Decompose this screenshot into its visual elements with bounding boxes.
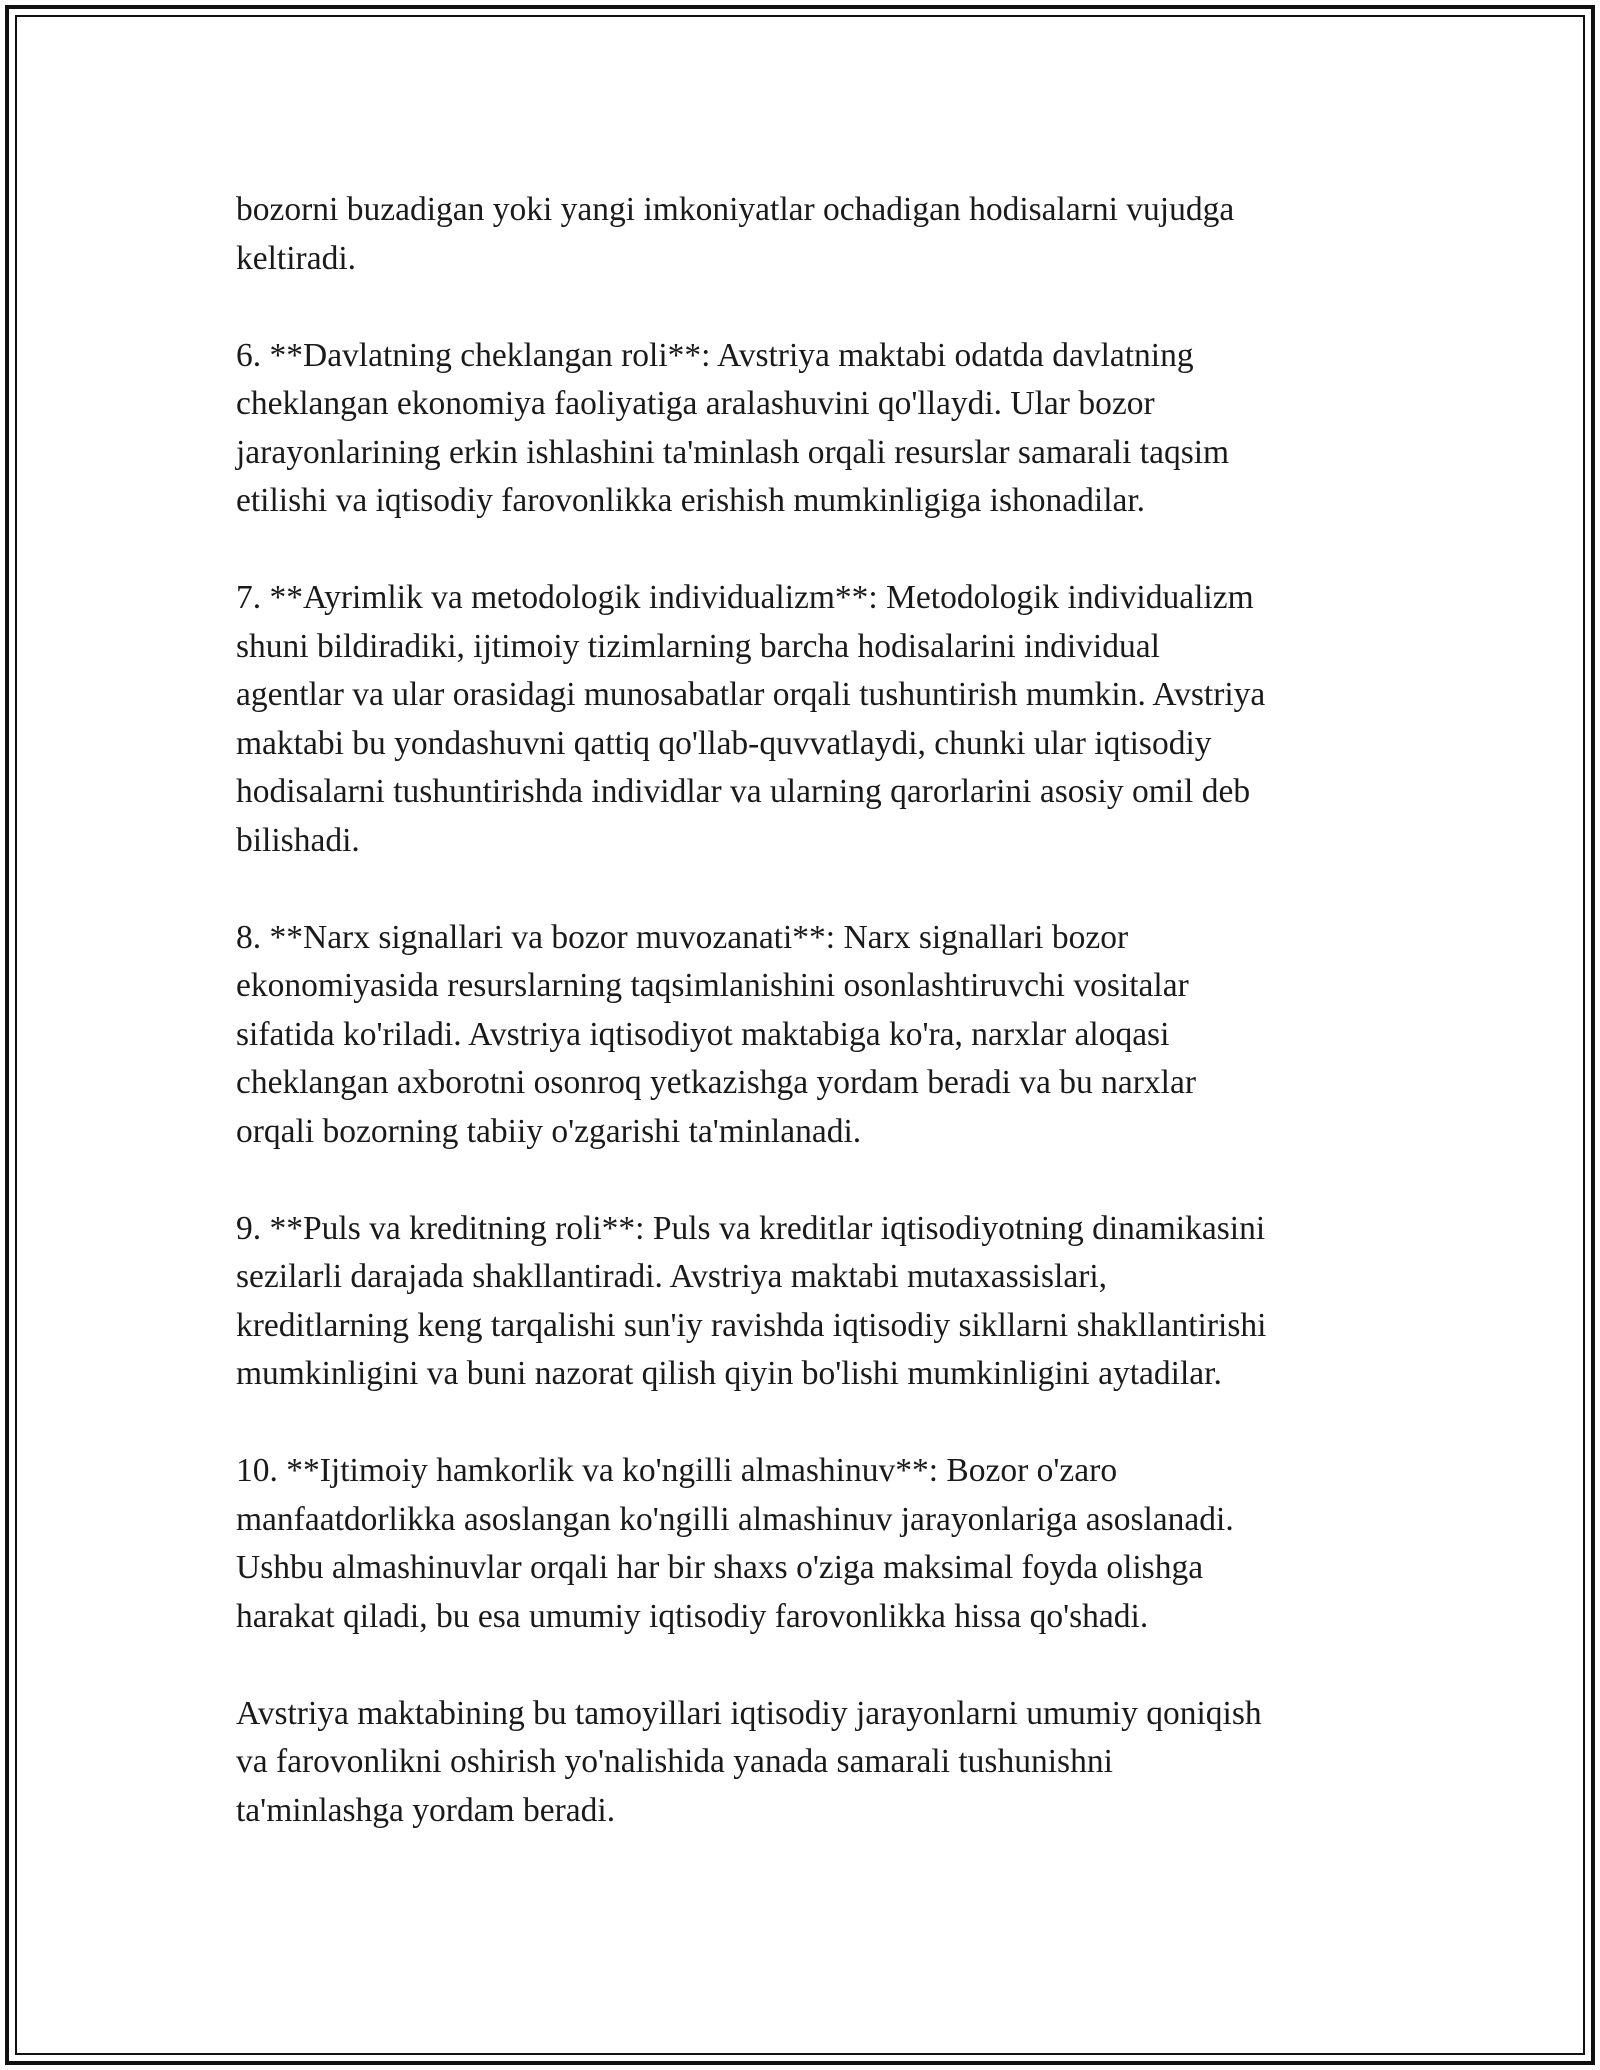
- paragraph-intro-continuation: bozorni buzadigan yoki yangi imkoniyatlar ochadigan hodisalarni vujudga keltiradi.: [236, 191, 1235, 277]
- document-body: [236, 186, 1386, 1835]
- paragraph-item-10: 10. **Ijtimoiy hamkorlik va ko'ngilli almashinuv**: Bozor o'zaro manfaatdorlikka asoslangan ko'ngilli almashinuv jarayonlariga asoslanadi. Ushbu almashinuvlar orqali har bir shaxs o'ziga maksimal foyda olishga harakat qiladi, bu esa umumiy iqtisodiy farovonlikka hissa qo'shadi.: [236, 1452, 1234, 1635]
- paragraph-item-6: 6. **Davlatning cheklangan roli**: Avstriya maktabi odatda davlatning cheklangan ekonomiya faoliyatiga aralashuvini qo'llaydi. Ular bozor jarayonlarining erkin ishlashini ta'minlash orqali resurslar samarali taqsim etilishi va iqtisodiy farovonlikka erishish mumkinligiga ishonadilar.: [236, 336, 1230, 519]
- paragraph-item-9: 9. **Puls va kreditning roli**: Puls va kreditlar iqtisodiyotning dinamikasini sezilarli darajada shakllantiradi. Avstriya maktabi mutaxassislari, kreditlarning keng tarqalishi sun'iy ravishda iqtisodiy sikllarni shakllantirishi mumkinligini va buni nazorat qilish qiyin bo'lishi mumkinligini aytadilar.: [236, 1209, 1267, 1392]
- paragraph-item-7: 7. **Ayrimlik va metodologik individualizm**: Metodologik individualizm shuni bildiradiki, ijtimoiy tizimlarning barcha hodisalarini individual agentlar va ular orasidagi munosabatlar orqali tushuntirish mumkin. Avstriya maktabi bu yondashuvni qattiq qo'llab-quvvatlaydi, chunki ular iqtisodiy hodisalarni tushuntirishda individlar va ularning qarorlarini asosiy omil deb bilishadi.: [236, 579, 1266, 859]
- paragraph-conclusion: Avstriya maktabining bu tamoyillari iqtisodiy jarayonlarni umumiy qoniqish va farovonlikni oshirish yo'nalishida yanada samarali tushunishni ta'minlashga yordam beradi.: [236, 1694, 1262, 1829]
- paragraph-item-8: 8. **Narx signallari va bozor muvozanati**: Narx signallari bozor ekonomiyasida resurslarning taqsimlanishini osonlashtiruvchi vositalar sifatida ko'riladi. Avstriya iqtisodiyot maktabiga ko'ra, narxlar aloqasi cheklangan axborotni osonroq yetkazishga yordam beradi va bu narxlar orqali bozorning tabiiy o'zgarishi ta'minlanadi.: [236, 918, 1197, 1150]
